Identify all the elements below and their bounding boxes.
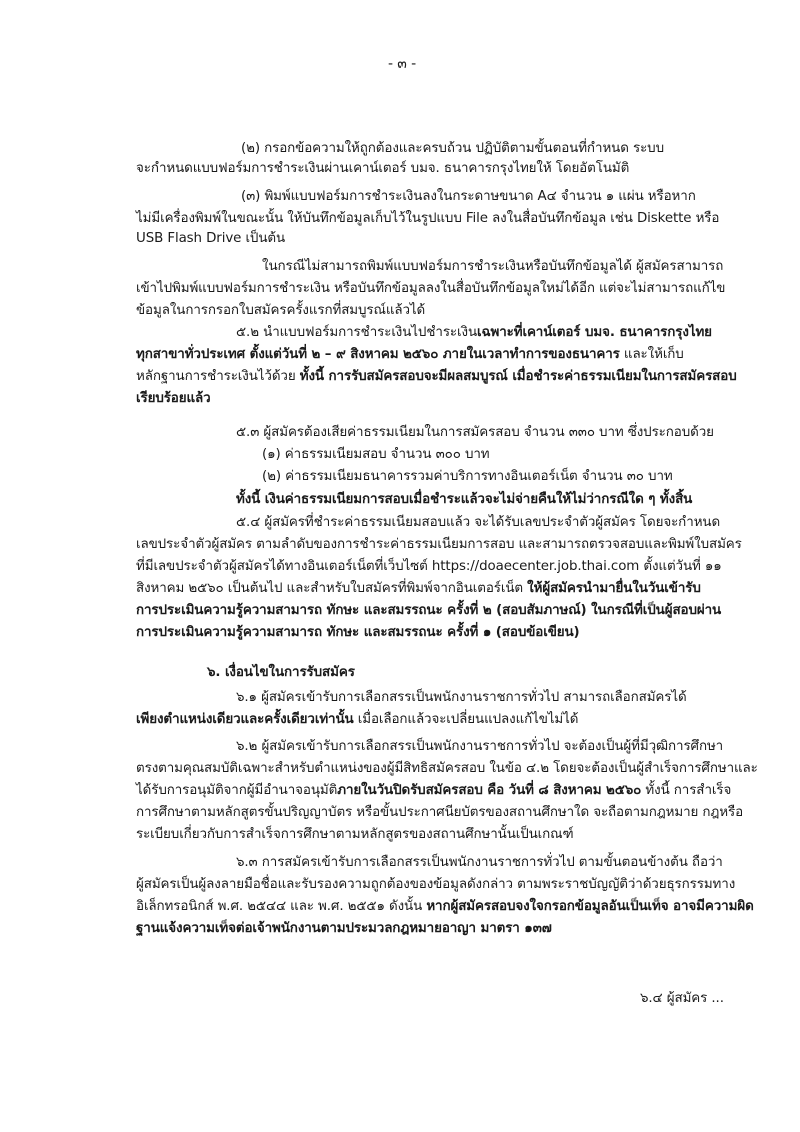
step-2-line-2: จะกำหนดแบบฟอร์มการชำระเงินผ่านเคาน์เตอร์ บมจ. ธนาคารกรุงไทยให้ โดยอัตโนมัติ bbox=[136, 161, 630, 176]
section-6-heading: ๖. เงื่อนไขในการรับสมัคร bbox=[207, 665, 355, 680]
section-5-4-line-3: ที่มีเลขประจำตัวผู้สมัครได้ทางอินเตอร์เน็ตที่เว็บไซต์ https://doaecenter.job.thai.com ตั้งแต่วันที่ ๑๑ bbox=[136, 559, 722, 574]
section-5-4-line-1: ๕.๔ ผู้สมัครที่ชำระค่าธรรมเนียมสอบแล้ว จะได้รับเลขประจำตัวผู้สมัคร โดยจะกำหนด bbox=[236, 515, 721, 530]
section-5-4-line-4: สิงหาคม ๒๕๖๐ เป็นต้นไป และสำหรับใบสมัครที่พิมพ์จากอินเตอร์เน็ต ให้ผู้สมัครนำมายื่นในวันเข้ารับ bbox=[136, 581, 701, 596]
section-6-2-line-2: ตรงตามคุณสมบัติเฉพาะสำหรับตำแหน่งของผู้มีสิทธิสมัครสอบ ในข้อ ๔.๒ โดยจะต้องเป็นผู้สำเร็จการศึกษาและ bbox=[136, 761, 758, 776]
section-5-2-line-2: ทุกสาขาทั่วประเทศ ตั้งแต่วันที่ ๒ – ๙ สิงหาคม ๒๕๖๐ ภายในเวลาทำการของธนาคาร และให้เก็บ bbox=[136, 347, 684, 362]
section-6-3-line-3: อิเล็กทรอนิกส์ พ.ศ. ๒๕๔๔ และ พ.ศ. ๒๕๕๑ ดังนั้น หากผู้สมัครสอบจงใจกรอกข้อมูลอันเป็นเท็จ อาจมีความผิด bbox=[136, 899, 754, 914]
section-5-3-line-1: ๕.๓ ผู้สมัครต้องเสียค่าธรรมเนียมในการสมัครสอบ จำนวน ๓๓๐ บาท ซึ่งประกอบด้วย bbox=[236, 425, 714, 440]
note-line-2: เข้าไปพิมพ์แบบฟอร์มการชำระเงิน หรือบันทึกข้อมูลลงในสื่อบันทึกข้อมูลใหม่ได้อีก แต่จะไม่สามารถแก้ไข bbox=[136, 281, 726, 296]
section-6-2-line-1: ๖.๒ ผู้สมัครเข้ารับการเลือกสรรเป็นพนักงานราชการทั่วไป จะต้องเป็นผู้ที่มีวุฒิการศึกษา bbox=[236, 739, 724, 754]
step-3-line-1: (๓) พิมพ์แบบฟอร์มการชำระเงินลงในกระดาษขนาด A๔ จำนวน ๑ แผ่น หรือหาก bbox=[241, 189, 696, 204]
step-3-line-2: ไม่มีเครื่องพิมพ์ในขณะนั้น ให้บันทึกข้อมูลเก็บไว้ในรูปแบบ File ลงในสื่อบันทึกข้อมูล เช่น Diskette หรือ bbox=[136, 211, 720, 226]
fee-item-2: (๒) ค่าธรรมเนียมธนาคารรวมค่าบริการทางอินเตอร์เน็ต จำนวน ๓๐ บาท bbox=[262, 469, 673, 484]
section-5-4-line-2: เลขประจำตัวผู้สมัคร ตามลำดับของการชำระค่าธรรมเนียมการสอบ และสามารถตรวจสอบและพิมพ์ใบสมัคร bbox=[136, 537, 742, 552]
section-6-3-line-1: ๖.๓ การสมัครเข้ารับการเลือกสรรเป็นพนักงานราชการทั่วไป ตามขั้นตอนข้างต้น ถือว่า bbox=[236, 855, 723, 870]
section-5-4-line-5: การประเมินความรู้ความสามารถ ทักษะ และสมรรถนะ ครั้งที่ ๒ (สอบสัมภาษณ์) ในกรณีที่เป็นผู้สอบผ่าน bbox=[136, 603, 722, 618]
step-3-line-3: USB Flash Drive เป็นต้น bbox=[136, 231, 286, 246]
page-number: - ๓ - bbox=[388, 56, 417, 72]
section-6-3-line-4: ฐานแจ้งความเท็จต่อเจ้าพนักงานตามประมวลกฎหมายอาญา มาตรา ๑๓๗ bbox=[136, 921, 552, 936]
section-6-1-line-2: เพียงตำแหน่งเดียวและครั้งเดียวเท่านั้น เมื่อเลือกแล้วจะเปลี่ยนแปลงแก้ไขไม่ได้ bbox=[136, 712, 579, 727]
continuation-marker: ๖.๔ ผู้สมัคร ... bbox=[640, 991, 724, 1006]
section-5-2-line-4: เรียบร้อยแล้ว bbox=[136, 391, 211, 406]
note-line-1: ในกรณีไม่สามารถพิมพ์แบบฟอร์มการชำระเงินหรือบันทึกข้อมูลได้ ผู้สมัครสามารถ bbox=[262, 259, 724, 274]
section-6-2-line-4: การศึกษาตามหลักสูตรขั้นปริญญาบัตร หรือขั้นประกาศนียบัตรของสถานศึกษาใด จะถือตามกฎหมาย กฎหรือ bbox=[136, 805, 744, 820]
section-6-2-line-3: ได้รับการอนุมัติจากผู้มีอำนาจอนุมัติภายในวันปิดรับสมัครสอบ คือ วันที่ ๘ สิงหาคม ๒๕๖๐ ทั้งนี้ การสำเร็จ bbox=[136, 783, 732, 798]
section-6-3-line-2: ผู้สมัครเป็นผู้ลงลายมือชื่อและรับรองความถูกต้องของข้อมูลดังกล่าว ตามพระราชบัญญัติว่าด้วยธุรกรรมทาง bbox=[136, 877, 736, 892]
section-5-4-line-6: การประเมินความรู้ความสามารถ ทักษะ และสมรรถนะ ครั้งที่ ๑ (สอบข้อเขียน) bbox=[136, 625, 580, 640]
section-5-2-line-1: ๕.๒ นำแบบฟอร์มการชำระเงินไปชำระเงินเฉพาะที่เคาน์เตอร์ บมจ. ธนาคารกรุงไทย bbox=[236, 325, 712, 340]
section-6-2-line-5: ระเบียบเกี่ยวกับการสำเร็จการศึกษาตามหลักสูตรของสถานศึกษานั้นเป็นเกณฑ์ bbox=[136, 827, 574, 842]
note-line-3: ข้อมูลในการกรอกใบสมัครครั้งแรกที่สมบูรณ์แล้วได้ bbox=[136, 303, 426, 318]
section-6-1-line-1: ๖.๑ ผู้สมัครเข้ารับการเลือกสรรเป็นพนักงานราชการทั่วไป สามารถเลือกสมัครได้ bbox=[236, 690, 687, 705]
step-2-line-1: (๒) กรอกข้อความให้ถูกต้องและครบถ้วน ปฏิบัติตามขั้นตอนที่กำหนด ระบบ bbox=[241, 141, 664, 156]
no-refund-note: ทั้งนี้ เงินค่าธรรมเนียมการสอบเมื่อชำระแล้วจะไม่จ่ายคืนให้ไม่ว่ากรณีใด ๆ ทั้งสิ้น bbox=[236, 492, 693, 507]
fee-item-1: (๑) ค่าธรรมเนียมสอบ จำนวน ๓๐๐ บาท bbox=[262, 447, 490, 462]
section-5-2-line-3: หลักฐานการชำระเงินไว้ด้วย ทั้งนี้ การรับสมัครสอบจะมีผลสมบูรณ์ เมื่อชำระค่าธรรมเนียมในการสมัครสอบ bbox=[136, 369, 737, 384]
